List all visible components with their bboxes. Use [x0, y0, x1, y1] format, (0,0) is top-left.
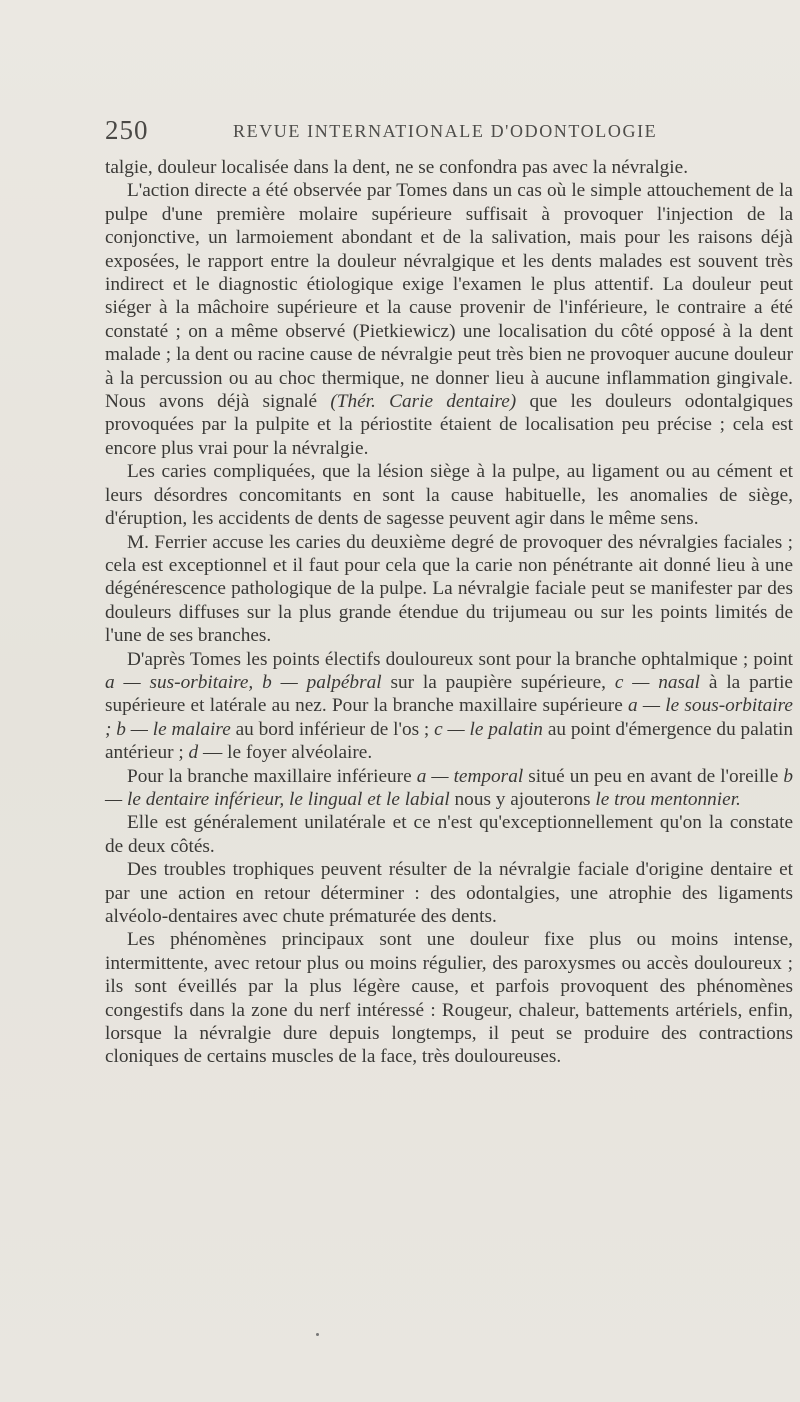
text-run: sur la paupière supérieure,	[390, 671, 606, 693]
paragraph	[105, 858, 793, 928]
text-run: L'action directe a été observée par Tomes dans un cas où le simple attouchement de la pulpe d'une première molaire supérieure suffisait à provoquer l'injection de la conjonctive, un larmoiement abondant et de la salivation, mais pour les raisons déjà exposées, le rapport entre la douleur névralgique et les dents malades est souvent très indirect et le diagnostic étiologique exige l'examen le plus attentif. La douleur peut siéger à la mâchoire supérieure et la cause provenir de l'inférieure, le contraire a été constaté ; on a même observé (Pietkiewicz) une localisation du côté opposé à la dent malade ; la dent ou racine cause de névralgie peut très bien ne provoquer aucune douleur à la percussion ou au choc thermique, ne donner lieu à aucune inflammation gingivale. Nous avons déjà signalé	[105, 180, 793, 413]
reference: (Thér. Carie dentaire)	[330, 391, 517, 413]
paragraph	[105, 765, 793, 812]
text-run: nous y ajouterons	[454, 788, 591, 810]
text-run: à la partie supérieure et latérale au nez.	[105, 671, 793, 717]
paragraph	[105, 460, 793, 530]
text-run: que les douleurs odontalgiques provoquées par la pulpite et la périostite étaient de localisation peu précise ; cela est encore plus vrai pour la névralgie.	[105, 391, 793, 459]
text-run: situé un peu en avant de l'oreille	[528, 765, 779, 787]
running-head: REVUE INTERNATIONALE D'ODONTOLOGIE	[233, 121, 658, 141]
text-run: M. Ferrier accuse les caries du deuxième degré de provoquer des névralgies faciales ; cela est exceptionnel et il faut pour cela que la carie non pénétrante ait donné lieu à une dégénérescence pathologique de la pulpe. La névralgie faciale peut se manifester par des douleurs diffuses sur la plus grande étendue du trijumeau ou sur les points limités de l'une de ses branches.	[105, 531, 793, 647]
point-label: d	[188, 742, 199, 764]
text-run: Pour la branche maxillaire inférieure	[127, 765, 412, 787]
point-label: b — le dentaire inférieur, le lingual et le labial	[105, 765, 793, 810]
text-run: talgie, douleur localisée dans la dent, ne se confondra pas avec la névralgie.	[105, 157, 689, 178]
text-run: Des troubles trophiques peuvent résulter de la névralgie faciale d'origine dentaire et par une action en retour déterminer : des odontalgies, une atrophie des ligaments alvéolo-dentaires avec chute prématurée des dents.	[105, 859, 793, 927]
point-label: le trou mentonnier.	[595, 788, 741, 810]
page-header	[105, 115, 780, 149]
paragraph	[105, 648, 793, 765]
point-label: c — nasal	[614, 671, 701, 693]
paragraph	[105, 928, 793, 1068]
text-run: Elle est généralement unilatérale et ce n'est qu'exceptionnellement qu'on la constate de deux côtés.	[105, 812, 793, 857]
point-label: c — le palatin	[434, 718, 543, 740]
point-label: b — palpébral	[262, 671, 382, 693]
text-run: Pour la branche maxillaire supérieure	[331, 695, 623, 717]
paragraph	[105, 531, 793, 648]
text-run: Les caries compliquées, que la lésion siège à la pulpe, au ligament ou au cément et leurs désordres concomitants en sont la cause habituelle, les anomalies de siège, d'éruption, les accidents de dents de sagesse peuvent agir dans le même sens.	[105, 461, 793, 530]
text-run: au point d'émergence du palatin antérieur ;	[105, 718, 794, 764]
ink-speck	[316, 1333, 319, 1336]
body-text	[105, 156, 793, 1069]
text-run: — le foyer alvéolaire.	[203, 742, 373, 764]
point-label: a — le sous-orbitaire ; b — le malaire	[105, 695, 793, 740]
page-number: 250	[105, 115, 149, 145]
text-run: D'après Tomes les points électifs douloureux sont pour la branche ophtalmique ; point	[127, 648, 793, 670]
point-label: a — temporal	[416, 765, 524, 787]
text-run: au bord inférieur de l'os ;	[235, 718, 430, 740]
text-run: Les phénomènes principaux sont une douleur fixe plus ou moins intense, intermittente, avec retour plus ou moins régulier, des paroxysmes ou accès douloureux ; ils sont éveillés par la plus légère cause, et parfois provoquent des phénomènes congestifs dans la zone du nerf intéressé : Rougeur, chaleur, battements artériels, enfin, lorsque la névralgie dure depuis longtemps, il peut se produire des contractions cloniques de certains muscles de la face, très douloureuses.	[105, 929, 793, 1068]
paragraph	[105, 811, 793, 858]
paragraph	[105, 179, 793, 460]
paragraph	[105, 156, 793, 179]
point-label: a — sus-orbitaire,	[105, 671, 254, 693]
